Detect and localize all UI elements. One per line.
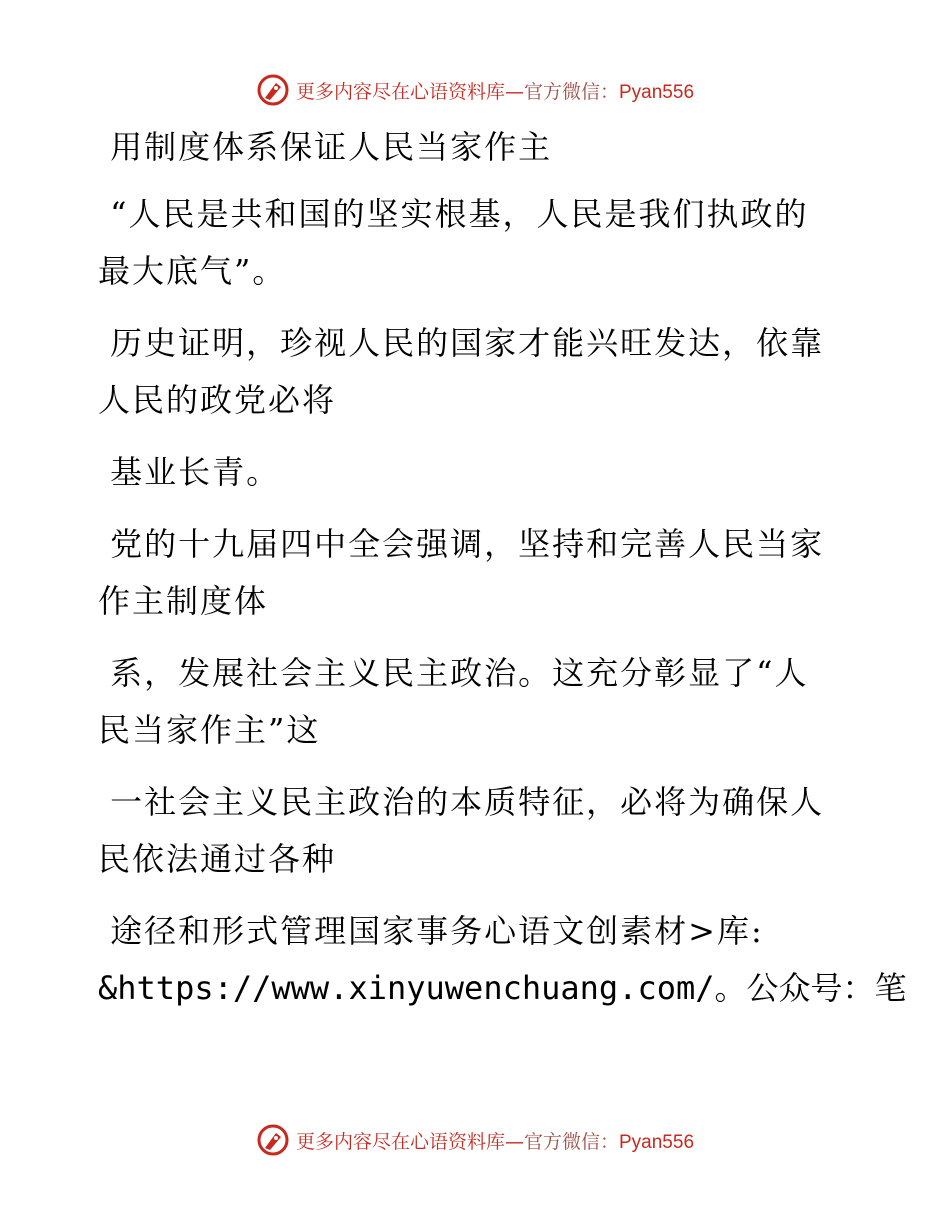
text-line: 民依法通过各种 xyxy=(98,840,337,878)
banner-wechat-label: 官方微信： xyxy=(523,1130,619,1153)
banner-wechat-id: Pyan556 xyxy=(619,1131,695,1153)
document-body xyxy=(98,123,907,1007)
banner-wechat-label: 官方微信： xyxy=(523,80,619,103)
banner-separator: — xyxy=(504,1130,524,1153)
text-line: 一社会主义民主政治的本质特征，必将为确保人 xyxy=(98,783,825,821)
text-line: 历史证明，珍视人民的国家才能兴旺发达，依靠 xyxy=(98,324,825,362)
text-line: 人民的政党必将 xyxy=(98,381,337,419)
text-line: “人民是共和国的坚实根基，人民是我们执政的 xyxy=(98,195,809,233)
text-line: 用制度体系保证人民当家作主 xyxy=(98,128,553,166)
text-line: 党的十九届四中全会强调，坚持和完善人民当家 xyxy=(98,525,825,563)
url-text-line: &https://www.xinyuwenchuang.com/。公众号：笔 xyxy=(98,969,907,1007)
banner-text xyxy=(296,77,694,104)
banner-site-name: 更多内容尽在心语资料库 xyxy=(295,1130,505,1153)
header-watermark-banner xyxy=(0,70,950,110)
text-line: 最大底气”。 xyxy=(98,252,287,290)
footer-watermark-banner xyxy=(0,1120,950,1160)
banner-site-name: 更多内容尽在心语资料库 xyxy=(295,80,505,103)
text-line: 民当家作主”这 xyxy=(98,711,321,749)
pen-nib-logo-icon xyxy=(256,1123,290,1157)
text-line: 途径和形式管理国家事务心语文创素材>库: xyxy=(98,912,764,950)
text-line: 系，发展社会主义民主政治。这充分彰显了“人 xyxy=(98,654,809,692)
text-line: 基业长青。 xyxy=(98,453,281,491)
banner-text xyxy=(296,1127,694,1154)
banner-wechat-id: Pyan556 xyxy=(619,81,695,103)
banner-separator: — xyxy=(504,80,524,103)
pen-nib-logo-icon xyxy=(256,73,290,107)
text-line: 作主制度体 xyxy=(98,582,269,620)
